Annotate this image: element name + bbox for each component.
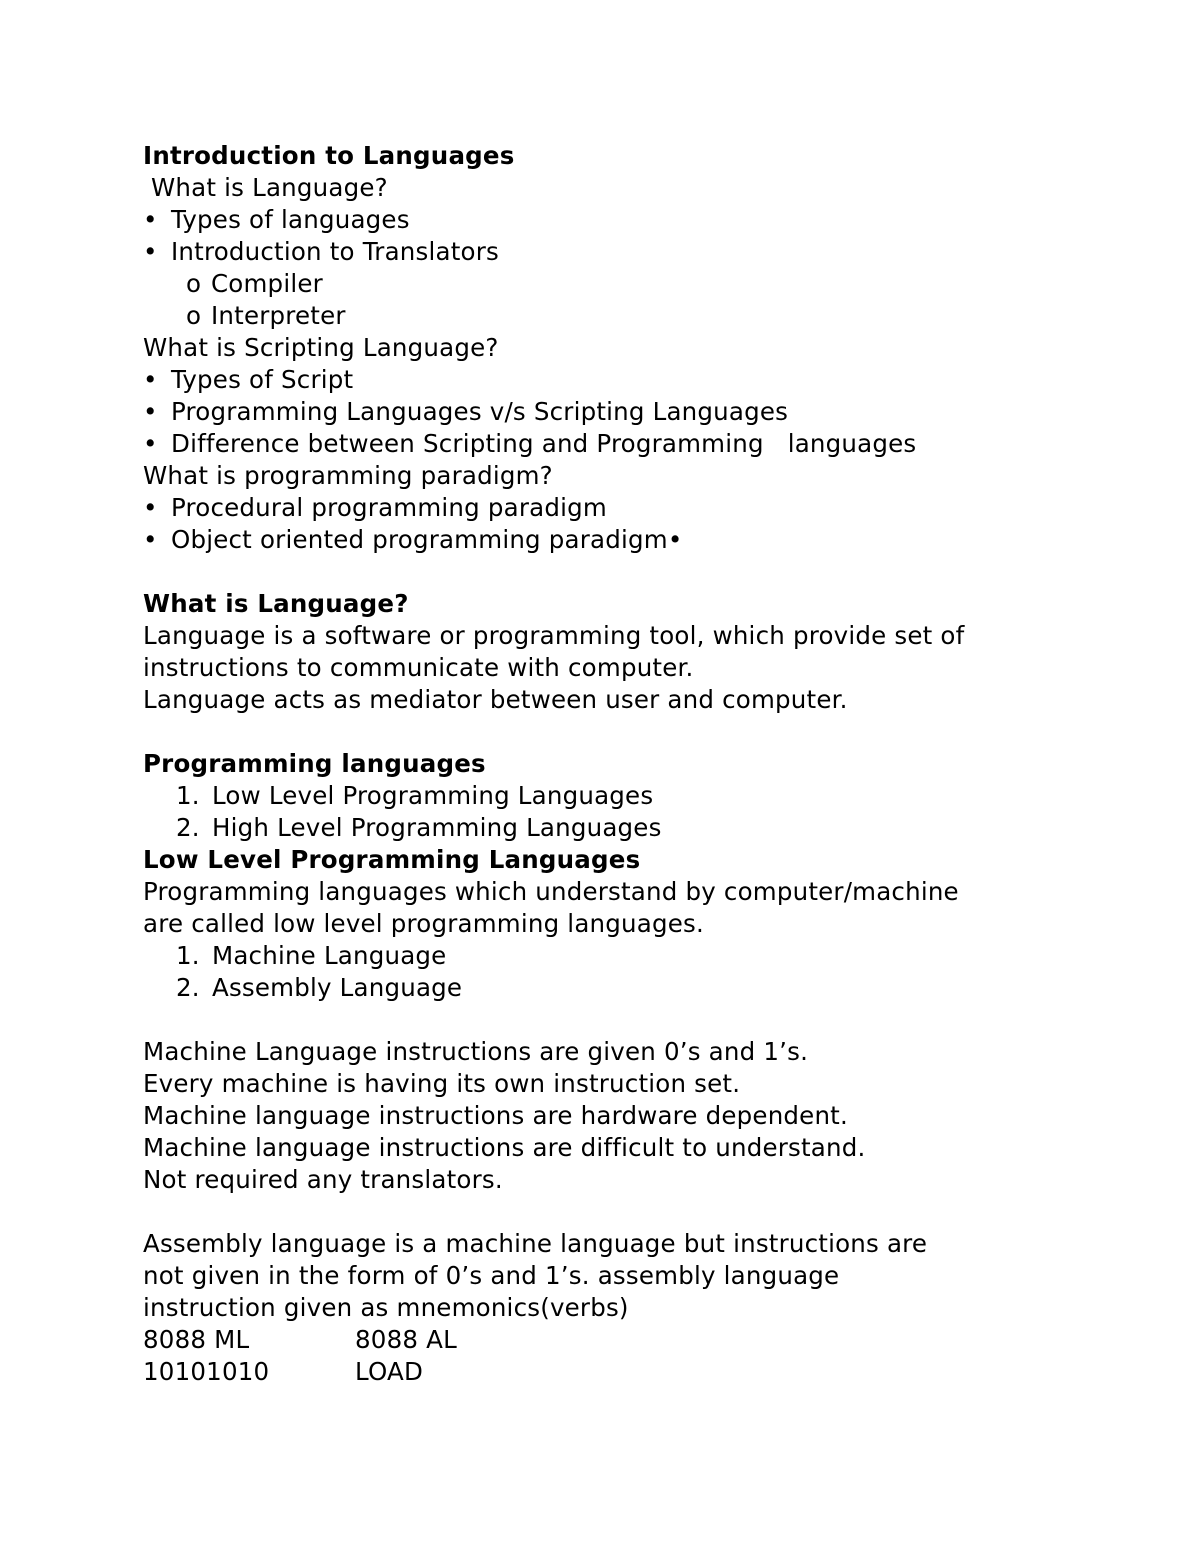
table-cell: LOAD bbox=[355, 1357, 424, 1386]
numbered-item: 2. Assembly Language bbox=[176, 973, 463, 1002]
paragraph-line: instruction given as mnemonics(verbs) bbox=[143, 1293, 629, 1322]
list-item: • Programming Languages v/s Scripting Languages bbox=[143, 397, 789, 426]
paragraph-line: Machine language instructions are hardware dependent. bbox=[143, 1101, 848, 1130]
item-number: 1. bbox=[176, 781, 200, 810]
table-cell: 8088 AL bbox=[355, 1325, 457, 1354]
paragraph-line: Not required any translators. bbox=[143, 1165, 503, 1194]
paragraph-line: not given in the form of 0’s and 1’s. assembly language bbox=[143, 1261, 840, 1290]
bullet-icon: • bbox=[143, 205, 158, 234]
question-scripting: What is Scripting Language? bbox=[143, 333, 499, 362]
document-body bbox=[143, 140, 1143, 1388]
sub-list-item: o Interpreter bbox=[186, 301, 346, 330]
section-heading-low-level: Low Level Programming Languages bbox=[143, 845, 641, 874]
bullet-icon: • bbox=[143, 429, 158, 458]
comparison-row bbox=[143, 1356, 1143, 1388]
item-number: 2. bbox=[176, 973, 200, 1002]
table-cell: 8088 ML bbox=[143, 1325, 250, 1354]
numbered-item: 1. Low Level Programming Languages bbox=[176, 781, 654, 810]
bullet-icon: • bbox=[143, 237, 158, 266]
section-heading-programming: Programming languages bbox=[143, 749, 486, 778]
paragraph-line: Language is a software or programming tool, which provide set of bbox=[143, 621, 965, 650]
numbered-item: 2. High Level Programming Languages bbox=[176, 813, 662, 842]
bullet-icon: • bbox=[143, 365, 158, 394]
spacer bbox=[143, 1004, 1143, 1036]
bullet-icon: • bbox=[143, 397, 158, 426]
question-language: What is Language? bbox=[143, 173, 388, 202]
sub-list-item: o Compiler bbox=[186, 269, 323, 298]
spacer bbox=[143, 556, 1143, 588]
spacer bbox=[143, 716, 1143, 748]
paragraph-line: Assembly language is a machine language but instructions are bbox=[143, 1229, 928, 1258]
paragraph-line: Machine Language instructions are given 0’s and 1’s. bbox=[143, 1037, 809, 1066]
sub-bullet-icon: o bbox=[186, 301, 202, 330]
paragraph-line: Machine language instructions are difficult to understand. bbox=[143, 1133, 866, 1162]
bullet-icon: • bbox=[143, 493, 158, 522]
spacer bbox=[143, 1196, 1143, 1228]
list-item: • Difference between Scripting and Programming languages bbox=[143, 429, 917, 458]
paragraph-line: Every machine is having its own instruction set. bbox=[143, 1069, 741, 1098]
item-number: 1. bbox=[176, 941, 200, 970]
paragraph-line: are called low level programming languages. bbox=[143, 909, 704, 938]
list-item: • Types of languages bbox=[143, 205, 410, 234]
item-number: 2. bbox=[176, 813, 200, 842]
paragraph-line: Language acts as mediator between user and computer. bbox=[143, 685, 848, 714]
table-cell: 10101010 bbox=[143, 1357, 270, 1386]
comparison-header bbox=[143, 1324, 1143, 1356]
section-heading-language: What is Language? bbox=[143, 589, 409, 618]
list-item: • Introduction to Translators bbox=[143, 237, 499, 266]
paragraph-line: instructions to communicate with computer. bbox=[143, 653, 694, 682]
list-item: • Types of Script bbox=[143, 365, 354, 394]
intro-title: Introduction to Languages bbox=[143, 141, 515, 170]
list-item: • Procedural programming paradigm bbox=[143, 493, 607, 522]
numbered-item: 1. Machine Language bbox=[176, 941, 447, 970]
sub-bullet-icon: o bbox=[186, 269, 202, 298]
paragraph-line: Programming languages which understand by computer/machine bbox=[143, 877, 959, 906]
list-item: • Object oriented programming paradigm• bbox=[143, 525, 683, 554]
bullet-icon: • bbox=[143, 525, 158, 554]
question-paradigm: What is programming paradigm? bbox=[143, 461, 553, 490]
